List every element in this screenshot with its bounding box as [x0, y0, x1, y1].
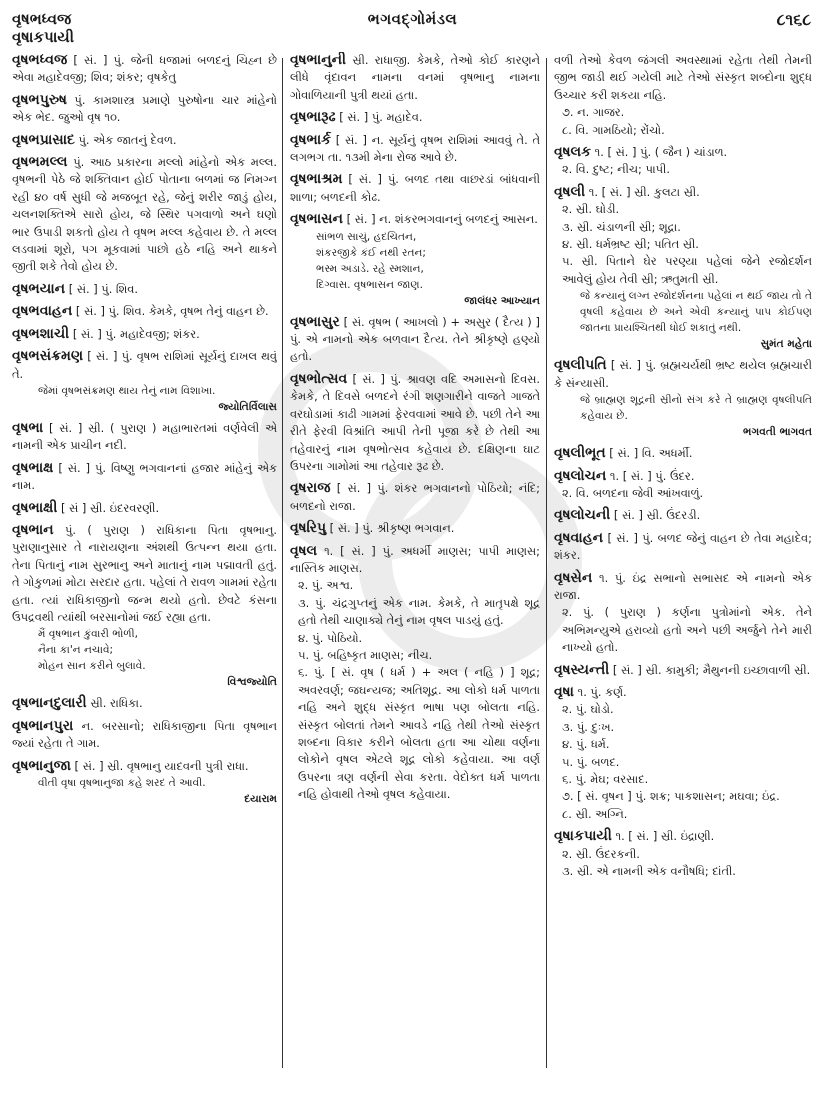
entry-headword: વૃષરાજ — [290, 480, 331, 497]
entry-headword: વૃષભાક્ષ — [12, 459, 54, 476]
entry-definition: [ સં. ] ન. સૂર્યનું વૃષભ રાશિમાં આવવું તે. તે લગભગ તા. ૧૩મી મેના રોજ આવે છે. — [290, 132, 540, 165]
column-3 — [554, 52, 812, 1100]
entry-definition: સ્રી. રાધિકા. — [90, 696, 143, 711]
entry-definition: [ સં. ] પું. વિષ્ણુ ભગવાનનાં હજાર માંહેનું એક નામ. — [12, 460, 277, 493]
entry-headword: વૃષભાસુર — [290, 313, 340, 330]
dictionary-entry — [12, 695, 277, 712]
entry-definition: પું. ( પુરાણ ) રાધિકાના પિતા વૃષભાનુ. પુરાણાનુસાર તે નારાયણના અંશથી ઉત્પન્ન થયા હતા. તેના પિતાનું નામ સુરભાનુ અને માતાનું નામ પદ્માવતી હતું. તે ગોકુળમાં મોટા સરદાર હતા. પહેલાં તે રાવળ ગામમાં રહેતા હતા. ત્યાં રાધિકાજીનો જન્મ થયો હતો. છેવટે કંસના ઉપદ્રવથી ત્યાંથી બરસાનોમાં જઈ રહ્યા હતા. — [12, 522, 277, 624]
dictionary-entry — [12, 52, 277, 87]
quotation-source: જાલંધર આખ્યાન — [464, 294, 540, 307]
entry-headword: વૃષભાનુની — [290, 52, 347, 68]
guide-word-last: વૃષાકપાયી — [12, 28, 74, 46]
entry-headword: વૃષભાન — [12, 521, 54, 538]
dictionary-entry — [290, 132, 540, 167]
entry-definition: [ સં. ] પું. શંકર ભગવાનનો પોઠિયો; નંદિ; બળદનો રાજા. — [290, 481, 540, 513]
dictionary-entry — [290, 211, 540, 308]
entry-headword: વૃષાકપાયી — [554, 828, 612, 845]
dictionary-entry — [290, 520, 540, 537]
entry-definition: વળી તેઓ કેવળ જંગલી અવસ્થામાં રહેતા તેથી તેમની જીભ જાડી થઈ ગયેલી માટે તેઓ સંસ્કૃત શબ્દોના શુદ્ધ ઉચ્ચાર કરી શકયા નહિ. — [554, 53, 812, 102]
entry-headword: વૃષભવાહન — [12, 303, 73, 320]
entry-definition: [ સં. ] સ્રી. વૃષભાનુ યાદવની પુત્રી રાધા. — [74, 758, 249, 773]
entry-definition: પું. આઠ પ્રકારના મલ્લો માંહેનો એક મલ્લ. વૃષભની પેઠે જે શક્તિવાન હોઈ પોતાના બળમાં જ નિમગ્ન રહી ૪૦ વર્ષ સુધી જે મજબૂત રહે, જેનું શરીર જાડું હોય, ચલનશક્તિએ સારો હોય, જે સ્થિર પગવાળો અને ઘણો ભાર ઉપાડી શકતો હોય તે વૃષભ મલ્લ કહેવાય છે. તે મલ્લ લડવામાં શૂરો, પગ મૂકવામાં પાછો હઠે નહિ અને થાકને જીતી શકે તેવો હોય છે. — [12, 155, 277, 274]
dictionary-entry — [12, 326, 277, 343]
dictionary-entry — [290, 371, 540, 475]
entry-headword: વૃષસેન — [554, 569, 593, 586]
entry-headword: વૃષભોત્સવ — [290, 370, 348, 387]
entry-definition: [ સં. ] પું. બળદ તથા વાછરડાં બાંધવાની શાળા; બળદની કોઢ. — [290, 172, 540, 204]
dictionary-entry — [290, 52, 540, 104]
entry-headword: વૃષભાક્ષી — [12, 499, 58, 516]
entry-sense: ૨. વિ. દુષ્ટ; નીચ; પાપી. — [562, 162, 670, 177]
entry-definition: [ સં. ] પું. શિવ. કેમકે, વૃષભ તેનું વાહન છે. — [75, 304, 269, 319]
entry-headword: વૃષભમલ્લ — [12, 154, 68, 171]
dictionary-entry — [554, 52, 812, 139]
dictionary-entry — [554, 184, 812, 352]
entry-definition: [ સં. ] પું. શિવ. — [68, 281, 139, 296]
entry-definition: ૧. [ સં. ] પું. ( જૈન ) ચાંડાળ. — [594, 145, 728, 160]
dictionary-entry — [554, 144, 812, 179]
entry-sense: ૫. પું. બળદ. — [562, 754, 620, 769]
entry-sense: ૭. [ સં. વૃષન ] પું. શક્ર; પાકશાસન; મઘવા; ઇંદ્ર. — [562, 789, 780, 804]
dictionary-entry — [554, 357, 812, 440]
dictionary-entry — [554, 570, 812, 657]
quotation-source: વિશ્વજ્યોતિ — [227, 676, 277, 689]
quotation-source: દયારામ — [244, 793, 277, 805]
entry-definition: [ સં. ] પું. બળદ જેનું વાહન છે તેવા મહાદેવ; શંકર. — [554, 530, 812, 563]
dictionary-entry — [12, 758, 277, 807]
entry-definition: [ સં. ] પું. મહાદેવજી; શંકર. — [72, 326, 200, 341]
entry-definition: ૧. [ સં. ] સ્રી. ઇંદ્રાણી. — [615, 829, 715, 844]
entry-headword: વૃષલી — [554, 183, 586, 200]
entry-definition: [ સં. ] સ્રી. ઉંદરડી. — [613, 508, 701, 523]
quotation-line: મોહન સાન કરીને બુલાવે. — [38, 660, 146, 673]
entry-headword: વૃષભાનપુરા — [12, 717, 74, 734]
dictionary-entry — [290, 314, 540, 366]
quotation-line: જેમાં વૃષભસંક્રમણ થાય તેનું નામ વિશાખા. — [38, 384, 216, 397]
entry-definition: [ સં. ] પું. બ્રહ્મચર્યથી ભ્રષ્ટ થયેલ બ્રહ્મચારી કે સંન્યાસી. — [554, 358, 812, 390]
entry-headword: વૃષભપ્રાસાદ — [12, 131, 75, 148]
entry-headword: વૃષભાનુજા — [12, 757, 71, 774]
entry-sense: ૪. પું. ધર્મ. — [562, 737, 610, 752]
entry-sense: ૨. સ્રી. ઘોડી. — [562, 202, 620, 217]
entry-definition: ૧. પું. કર્ણ. — [577, 684, 627, 699]
column-1 — [12, 52, 277, 1100]
entry-definition: [ સં. ] પું. શ્રાવણ વદિ અમાસનો દિવસ. કેમકે, તે દિવસે બળદને રંગી શણગારીને વાજતે ગાજતે વરઘોડામાં કાઢી ગામમાં ફેરવવામાં આવે છે. પછી તેને આ રીતે ફેરવી વિશ્રાંતિ આપી તેની પૂજા કરે છે તેથી આ તહેવારનું નામ વૃષભોત્સવ કહેવાય છે. દક્ષિણના ઘાટ ઉપરના ગામોમાં આ તહેવાર રૂઢ છે. — [290, 371, 540, 473]
entry-definition: [ સં. ] સ્રી. કામુકી; મૈથુનની ઇચ્છાવાળી સ્રી. — [612, 662, 811, 677]
quotation-line: જે કન્યાનું લગ્ન રજોદર્શનના પહેલાં ન થઈ જાય તો તે વૃષલી કહેવાય છે અને એવી કન્યાનું પાપ કોઈપણ જાતના પ્રાયશ્ચિતથી ધોઈ શકાતું નથી. — [580, 290, 812, 335]
dictionary-entry — [12, 281, 277, 298]
dictionary-entry — [12, 132, 277, 149]
entry-definition: પું. કામશાસ્ત્ર પ્રમાણે પુરુષોના ચાર માંહેનો એક ભેદ. જુઓ વૃષ ૧૦. — [12, 92, 277, 125]
entry-sense: ૨. વિ. બળદના જેવી આંખવાળું. — [562, 485, 704, 500]
entry-definition: ૧. [ સં. ] પું. ઉંદર. — [609, 468, 695, 483]
entry-headword: વૃષલોચની — [554, 507, 611, 524]
dictionary-entry — [290, 543, 540, 804]
entry-headword: વૃષલ — [290, 542, 318, 559]
dictionary-entry — [12, 154, 277, 276]
entry-headword: વૃષલીપતિ — [554, 357, 607, 374]
column-divider — [282, 58, 283, 1068]
entry-definition: [ સં. વૃષભ ( આખલો ) + અસુર ( દૈત્ય ) ] પું. એ નામનો એક બળવાન દૈત્ય. તેને શ્રીકૃષ્ણે હણ્યો હતો. — [290, 314, 540, 364]
quotation-line: દિગ્વાસ. વૃષભાસન જાણ. — [316, 278, 424, 291]
quotation-line: વીતી વૃષા વૃષભાનુજા કહે શરદ તે આવી. — [38, 777, 206, 789]
quotation-line: જે બ્રાહ્મણ શૂદ્રની સ્રીનો સંગ કરે તે બ્રાહ્મણ વૃષલીપતિ કહેવાય છે. — [580, 394, 812, 423]
dictionary-entry — [554, 468, 812, 503]
entry-headword: વૃષભાનદુલારી — [12, 695, 87, 712]
dictionary-entry — [12, 303, 277, 320]
entry-definition: પું. એક જાતનું દેવળ. — [78, 132, 177, 147]
dictionary-entry — [554, 507, 812, 524]
dictionary-entry — [12, 420, 277, 455]
entry-sense: ૬. પું. મેઘ; વરસાદ. — [562, 772, 649, 786]
entry-headword: વૃષલક — [554, 144, 592, 161]
dictionary-entry — [12, 522, 277, 690]
entry-sense: ૪. સ્રી. ધર્મભ્રષ્ટ સ્રી; પતિત સ્રી. — [562, 237, 699, 252]
entry-sense: ૭. ન. ગાજર. — [562, 105, 625, 120]
entry-sense: ૩. પું. ચંદ્રગુપ્તનું એક નામ. કેમકે, તે માતૃપક્ષે શૂદ્ર હતો તેથી ચાણાક્યે તેનું નામ વૃષલ પાડયું હતું. — [298, 595, 540, 628]
quotation-source: જ્યોતિર્વિલાસ — [218, 400, 277, 413]
entry-sense: ૬. પું. [ સં. વૃષ ( ધર્મ ) + અલ ( નહિ ) ] શૂદ્ર; અવરવર્ણ; જઘન્યજ; અતિશૂદ્ર. આ લોકો ધર્મ પાળતા નહિ અને શુદ્ધ સંસ્કૃત ભાષા પણ બોલતા નહિ. સંસ્કૃત બોલતાં તેમને આવડે નહિ તેથી તેઓ સંસ્કૃત શબ્દના વિકાર કરીને બોલતા હતા આ ચોથા વર્ણના લોકોને વૃષલ એટલે શૂદ્ર લોકો કહેવાયા. આ વર્ણ ઉપરના ત્રણ વર્ણની સેવા કરતા. વેદોક્ત ધર્મ પાળતા નહિ હોવાથી તેઓ વૃષલ કહેવાયા. — [298, 665, 540, 802]
entry-headword: વૃષલીભૂત — [554, 445, 606, 462]
dictionary-entry — [290, 171, 540, 206]
dictionary-entry — [12, 500, 277, 517]
entry-headword: વૃષરિપુ — [290, 520, 327, 537]
entry-sense: ૮. વિ. ગામઠિયો; રોંચો. — [562, 122, 665, 137]
page-number: ૮૧૬૮ — [776, 10, 811, 29]
entry-headword: વૃષભાસન — [290, 211, 343, 228]
quotation-line: ભસ્મ અડાડે. રહે સ્મશાન, — [316, 262, 424, 275]
entry-headword: વૃષા — [554, 683, 574, 700]
entry-sense: ૩. સ્રી. એ નામની એક વનૌષધિ; દાંતી. — [562, 864, 736, 879]
dictionary-entry — [290, 109, 540, 126]
quotation-line: શંકરજીકે કંઈ નથી રતન; — [316, 246, 426, 259]
entry-headword: વૃષલોચન — [554, 467, 607, 484]
dictionary-entry — [554, 445, 812, 462]
entry-definition: [ સં. ] પું. જેની ધજામાં બળદનું ચિહ્ન છે એવા મહાદેવજી; શિવ; શંકર; વૃષકેતુ — [12, 53, 277, 85]
entry-headword: વૃષભશાચી — [12, 325, 70, 342]
dictionary-entry — [12, 92, 277, 127]
entry-sense: ૮. સ્રી. અગ્નિ. — [562, 806, 628, 821]
dictionary-entry — [12, 348, 277, 415]
entry-definition: સ્રી. રાધાજી. કેમકે, તેઓ કોઈ કારણને લીધે વૃંદાવન નામના વનમાં વૃષભાનુ નામના ગોવાળિયાની પુત્રી થયાં હતા. — [290, 53, 540, 102]
dictionary-entry — [12, 718, 277, 753]
entry-sense: ૪. પું. પોઠિયો. — [298, 630, 363, 645]
dictionary-entry — [554, 828, 812, 880]
entry-headword: વૃષસ્યન્તી — [554, 661, 610, 678]
dictionary-entry — [554, 684, 812, 823]
entry-definition: ૧. પું. ઇંદ્ર સભાનો સભાસદ એ નામનો એક રાજા. — [554, 570, 812, 602]
quotation-line: સાંભળ સાચું, હદચિતન, — [316, 230, 417, 243]
quotation-line: નૈના કા'ન નચાવે; — [38, 644, 114, 657]
entry-definition: [ સં. ] પું. વૃષભ રાશિમાં સૂર્યનું દાખલ થવું તે. — [12, 349, 277, 381]
entry-headword: વૃષભધ્વજ — [12, 52, 68, 68]
entry-definition: ન. બરસાનો; રાધિકાજીના પિતા વૃષભાન જ્યાં રહેતા તે ગામ. — [12, 718, 277, 751]
entry-sense: ૨. પું. ( પુરાણ ) કર્ણના પુત્રોમાંનો એક. તેને અભિમન્યુએ હરાવ્યો હતો અને પછી અર્જુને તેને મારી નાખ્યો હતો. — [562, 605, 812, 655]
entry-sense: ૫. સ્રી. પિતાને ઘેર પરણ્યા પહેલાં જેને રજોદર્શન આવેલું હોય તેવી સ્રી; ઋતુમતી સ્રી. — [562, 254, 812, 286]
quotation-source: સુમંત મહેતા — [760, 338, 812, 351]
entry-definition: ૧. [ સં. ] સ્રી. કુલટા સ્રી. — [588, 184, 700, 199]
entry-headword: વૃષવાહન — [554, 529, 604, 546]
entry-sense: ૩. સ્રી. ચંડાળની સ્રી; શૂદ્રા. — [562, 219, 681, 234]
quotation-line: મૈં વૃષભાન કુંવારી ભોળી, — [38, 628, 139, 641]
dictionary-entry — [554, 530, 812, 565]
entry-sense: ૨. સ્રી. ઉંદરકની. — [562, 846, 640, 861]
entry-definition: [ સં ] સ્રી. ઇંદરવરણી. — [60, 500, 160, 515]
entry-sense: ૩. પું. દુઃખ. — [562, 719, 615, 734]
entry-headword: વૃષભપુરુષ — [12, 91, 67, 108]
entry-definition: ૧. [ સં. ] પું. અધર્મી માણસ; પાપી માણસ; નાસ્તિક માણસ. — [290, 543, 540, 575]
entry-headword: વૃષભસંક્રમણ — [12, 348, 84, 365]
entry-headword: વૃષભારૂઢ — [290, 109, 336, 126]
quotation-source: ભગવતી ભાગવત — [743, 426, 812, 439]
guide-word-first: વૃષભધ્વજ — [12, 10, 72, 28]
page-header — [0, 6, 825, 46]
entry-headword: વૃષભાશ્રમ — [290, 171, 343, 188]
entry-headword: વૃષભયાન — [12, 280, 66, 297]
entry-sense: ૫. પું. બહિષ્કૃત માણસ; નીચ. — [298, 647, 433, 662]
entry-definition: [ સં. ] પું. શ્રીકૃષ્ણ ભગવાન. — [329, 521, 455, 536]
entry-headword: વૃષભા — [12, 419, 44, 436]
dictionary-entry — [554, 662, 812, 679]
column-divider — [546, 58, 547, 1068]
dictionary-entry — [12, 460, 277, 495]
entry-definition: [ સં. ] ન. શંકરભગવાનનું બળદનું આસન. — [346, 212, 538, 227]
entry-headword: વૃષભાર્ક — [290, 131, 332, 148]
entry-definition: [ સં. ] સ્રી. ( પુરાણ ) મહાભારતમાં વર્ણવેલી એ નામની એક પ્રાચીન નદી. — [12, 420, 277, 453]
column-2 — [290, 52, 540, 1100]
entry-definition: [ સં. ] પું. મહાદેવ. — [339, 110, 423, 125]
entry-sense: ૨. પું. ઘોડો. — [562, 702, 614, 717]
dictionary-entry — [290, 480, 540, 515]
entry-sense: ૨. પું. અશ્વ. — [298, 578, 354, 593]
entry-definition: [ સં. ] વિ. અધર્મી. — [609, 446, 693, 461]
page-title: ભગવદ્ગોમંડલ — [367, 10, 458, 28]
